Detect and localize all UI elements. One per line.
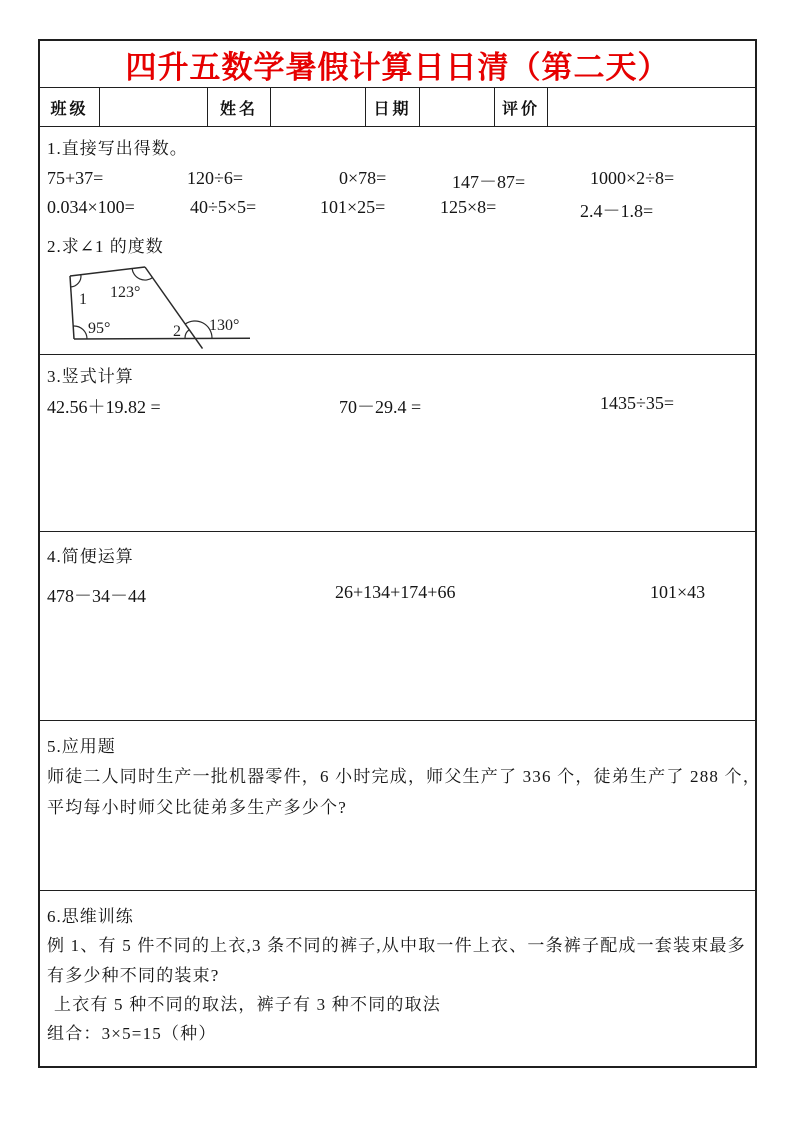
class-value-cell (99, 88, 207, 126)
name-label-cell (207, 88, 270, 126)
problem: 70－29.4 = (339, 397, 422, 417)
figure-left-edge (70, 276, 74, 339)
solution-text-line: 组合：3×5=15（种） (47, 1024, 217, 1043)
exterior-angle-label: 130° (209, 317, 240, 334)
class-label-cell (40, 88, 99, 126)
section1-heading: 1.直接写出得数。 (47, 139, 188, 158)
section-convenient-calculation (40, 531, 755, 720)
angle-bottom-left-label: 95° (88, 320, 111, 337)
header-row (40, 87, 755, 126)
problem: 40÷5×5= (190, 197, 257, 217)
problem-text-line: 平均每小时师父比徒弟多生产多少个? (47, 798, 347, 817)
section2-heading: 2.求∠1 的度数 (47, 237, 164, 256)
angle2-arc (185, 330, 189, 338)
section6-heading: 6.思维训练 (47, 907, 134, 926)
date-label-cell (365, 88, 419, 126)
section-vertical-calculation (40, 354, 755, 531)
section-angle-problem (40, 224, 755, 354)
date-value-cell (419, 88, 494, 126)
name-label: 姓名 (219, 100, 258, 118)
section-direct-calculation (40, 126, 755, 224)
angle-95-arc (73, 326, 87, 339)
angle1-arc (71, 275, 81, 287)
problem: 0.034×100= (47, 197, 135, 217)
problem-text-line: 师徒二人同时生产一批机器零件，6 小时完成，师父生产了 336 个，徒弟生产了 288 个， (47, 767, 761, 786)
name-value-cell (270, 88, 365, 126)
eval-label: 评价 (501, 100, 540, 118)
angle1-label: 1 (79, 291, 87, 308)
figure-bottom-edge-extended (74, 338, 250, 339)
problem: 42.56＋19.82 = (47, 397, 161, 417)
angle2-label: 2 (173, 323, 181, 340)
section3-heading: 3.竖式计算 (47, 367, 134, 386)
eval-label-cell (494, 88, 547, 126)
problem: 101×25= (320, 197, 386, 217)
eval-value-cell (547, 88, 757, 126)
section5-heading: 5.应用题 (47, 737, 116, 756)
problem: 120÷6= (187, 168, 244, 188)
angle-figure (57, 260, 267, 358)
class-label: 班级 (50, 100, 89, 118)
angle-top-label: 123° (110, 284, 141, 301)
problem: 101×43 (650, 582, 706, 602)
solution-text-line: 上衣有 5 种不同的取法，裤子有 3 种不同的取法 (54, 995, 441, 1014)
section-word-problem (40, 720, 761, 890)
problem: 75+37= (47, 168, 104, 188)
problem: 478－34－44 (47, 586, 146, 606)
title-row (40, 41, 755, 87)
problem-text-line: 例 1、有 5 件不同的上衣,3 条不同的裤子,从中取一件上衣、一条裤子配成一套装束最多 (47, 936, 746, 955)
section4-heading: 4.简便运算 (47, 547, 134, 566)
problem: 147－87= (452, 172, 526, 192)
problem: 125×8= (440, 197, 497, 217)
problem: 1435÷35= (600, 393, 675, 413)
page-title: 四升五数学暑假计算日日清（第二天） (125, 49, 670, 85)
problem: 0×78= (339, 168, 387, 188)
problem: 1000×2÷8= (590, 168, 675, 188)
section-thinking-training (40, 890, 755, 1066)
date-label: 日期 (373, 100, 412, 118)
problem: 2.4－1.8= (580, 201, 654, 221)
worksheet-table (38, 39, 761, 1068)
problem: 26+134+174+66 (335, 582, 456, 602)
problem-text-line: 有多少种不同的装束? (47, 966, 220, 985)
